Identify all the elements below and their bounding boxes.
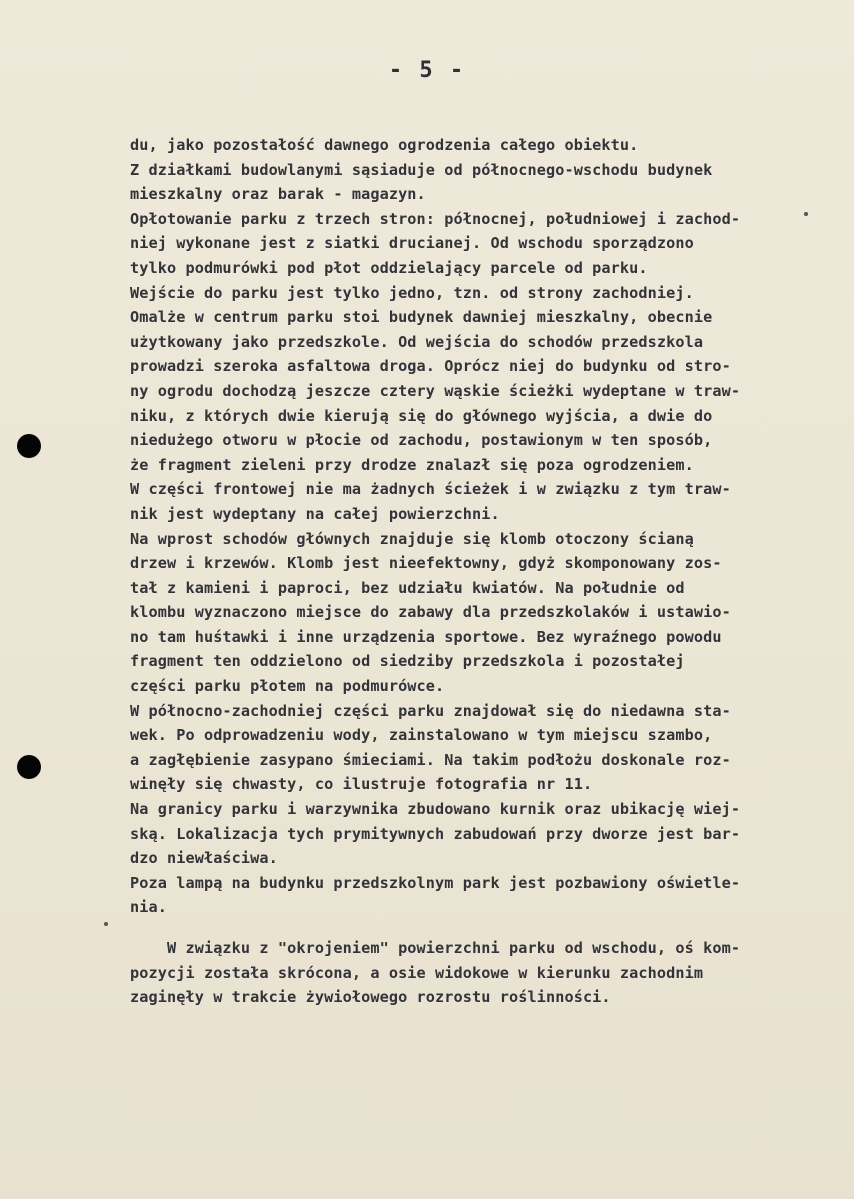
text-line: drzew i krzewów. Klomb jest nieefektowny, gdyż skomponowany zos- [130,554,722,573]
text-line: Poza lampą na budynku przedszkolnym park jest pozbawiony oświetle- [130,873,741,892]
text-line: niedużego otworu w płocie od zachodu, postawionym w ten sposób, [130,431,713,450]
body-text [130,133,830,1010]
text-line: Wejście do parku jest tylko jedno, tzn. od strony zachodniej. [130,283,694,302]
text-line: niej wykonane jest z siatki drucianej. Od wschodu sporządzono [130,234,694,253]
text-line: nik jest wydeptany na całej powierzchni. [130,504,500,523]
text-line: winęły się chwasty, co ilustruje fotografia nr 11. [130,775,593,794]
ink-speck [104,922,108,926]
paragraph-gap [130,920,830,936]
page-number: - 5 - [388,58,466,83]
punch-hole [17,755,41,779]
punch-hole [17,434,41,458]
text-line: W północno-zachodniej części parku znajdował się do niedawna sta- [130,701,731,720]
text-line: W związku z "okrojeniem" powierzchni parku od wschodu, oś kom- [130,939,741,957]
text-line: ny ogrodu dochodzą jeszcze cztery wąskie ścieżki wydeptane w traw- [130,381,741,400]
text-line: wek. Po odprowadzeniu wody, zainstalowano w tym miejscu szambo, [130,726,713,745]
text-line: a zagłębienie zasypano śmieciami. Na takim podłożu doskonale roz- [130,750,731,769]
text-line: klombu wyznaczono miejsce do zabawy dla przedszkolaków i ustawio- [130,603,731,622]
text-line: W części frontowej nie ma żadnych ścieżek i w związku z tym traw- [130,480,731,499]
text-line: części parku płotem na podmurówce. [130,677,445,696]
text-line: Z działkami budowlanymi sąsiaduje od północnego-wschodu budynek [130,160,713,179]
text-line: tylko podmurówki pod płot oddzielający parcele od parku. [130,258,648,277]
text-line: tał z kamieni i paproci, bez udziału kwiatów. Na południe od [130,578,685,597]
text-line: du, jako pozostałość dawnego ogrodzenia całego obiektu. [130,136,639,154]
text-line: no tam huśtawki i inne urządzenia sportowe. Bez wyraźnego powodu [130,627,722,646]
text-line: zaginęły w trakcie żywiołowego rozrostu roślinności. [130,988,611,1007]
text-line: dzo niewłaściwa. [130,849,278,868]
text-line: ską. Lokalizacja tych prymitywnych zabudowań przy dworze jest bar- [130,824,741,843]
text-line: nia. [130,898,167,917]
text-line: fragment ten oddzielono od siedziby przedszkola i pozostałej [130,652,685,671]
text-line: Na wprost schodów głównych znajduje się klomb otoczony ścianą [130,529,694,548]
text-line: niku, z których dwie kierują się do głównego wyjścia, a dwie do [130,406,713,425]
text-line: mieszkalny oraz barak - magazyn. [130,185,426,204]
text-line: że fragment zieleni przy drodze znalazł się poza ogrodzeniem. [130,455,694,474]
text-line: pozycji została skrócona, a osie widokowe w kierunku zachodnim [130,963,704,982]
text-line: Opłotowanie parku z trzech stron: północnej, południowej i zachod- [130,209,741,228]
text-line: Na granicy parku i warzywnika zbudowano kurnik oraz ubikację wiej- [130,800,741,819]
text-line: użytkowany jako przedszkole. Od wejścia do schodów przedszkola [130,332,704,351]
text-line: prowadzi szeroka asfaltowa droga. Oprócz niej do budynku od stro- [130,357,731,376]
text-line: Omalże w centrum parku stoi budynek dawniej mieszkalny, obecnie [130,308,713,327]
